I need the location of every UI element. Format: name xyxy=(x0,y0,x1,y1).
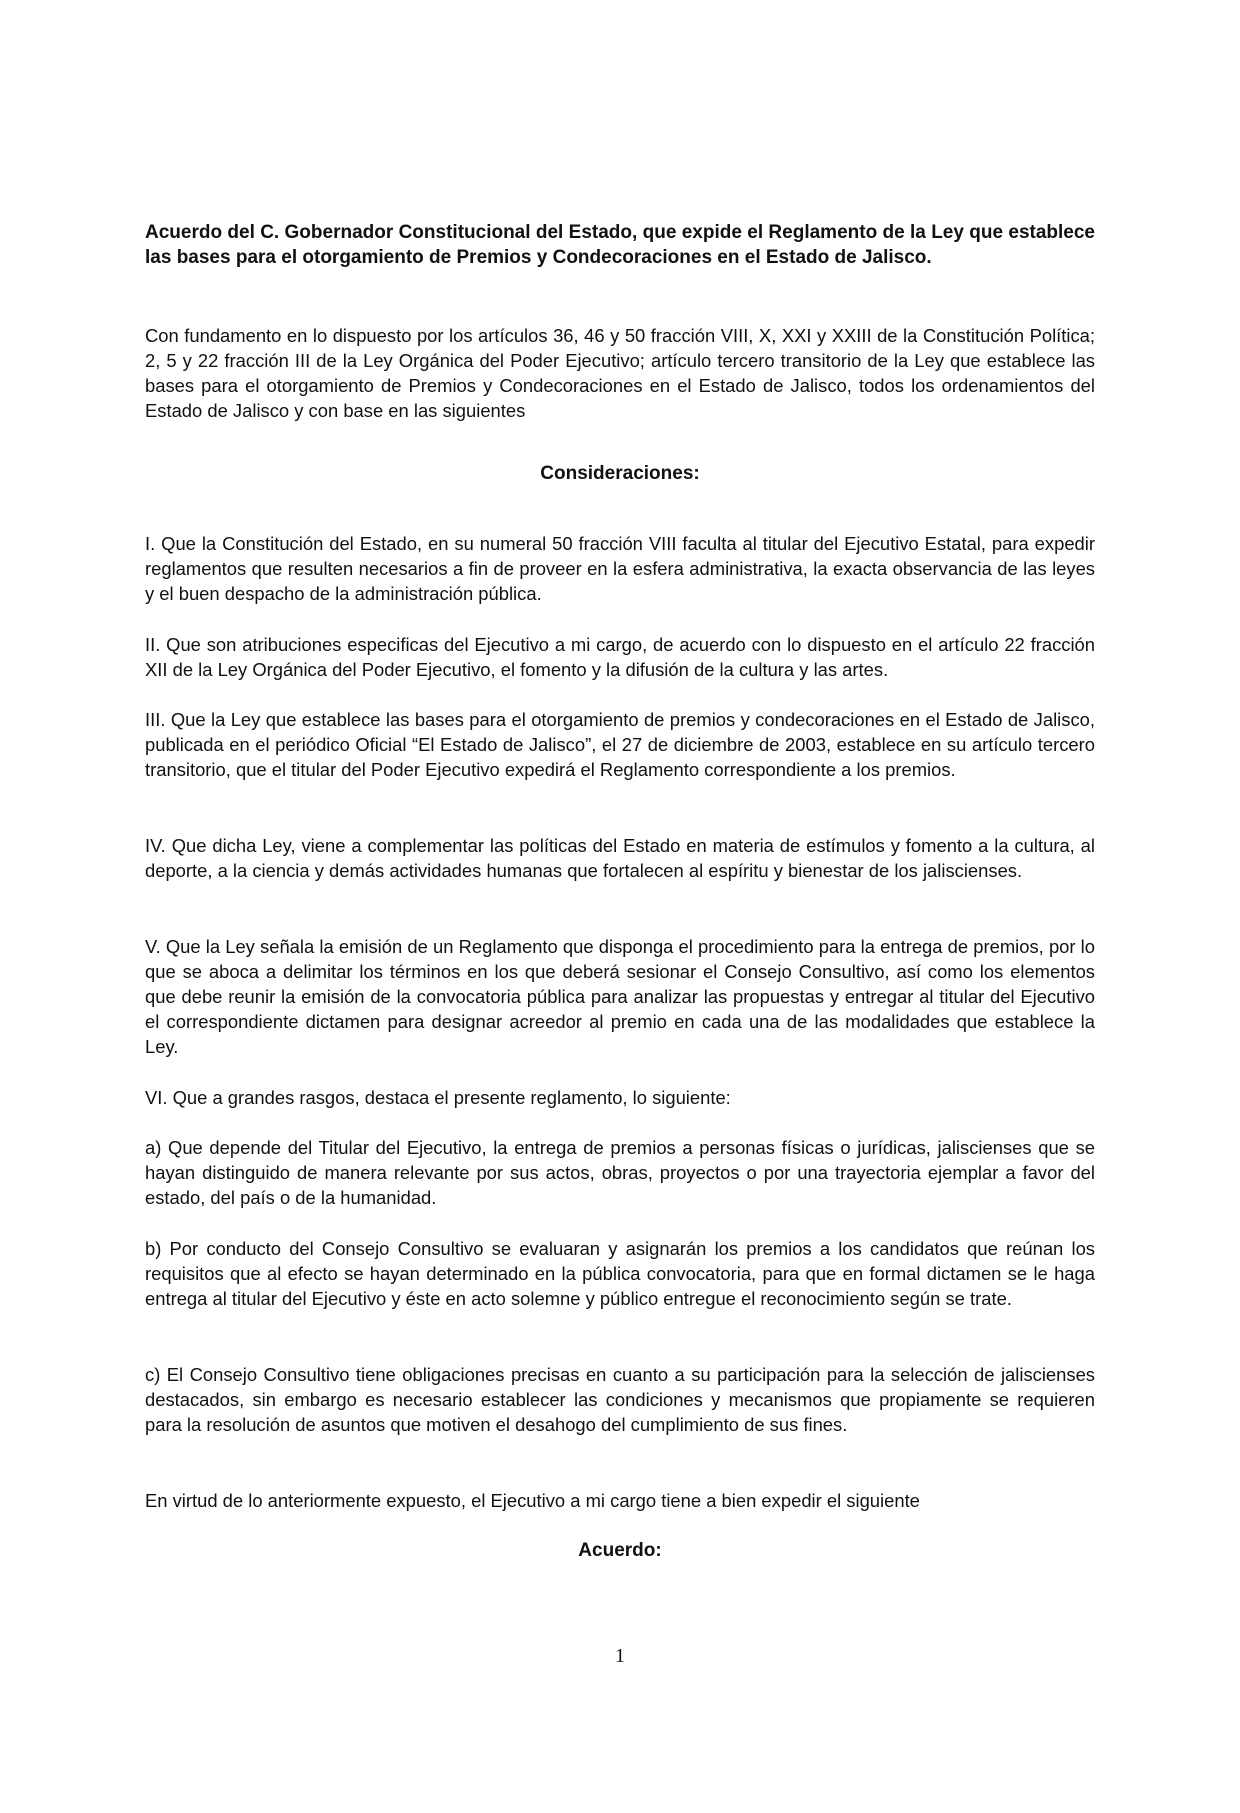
document-page xyxy=(145,0,1095,1813)
considerations-heading: Consideraciones: xyxy=(540,463,700,484)
consideration-paragraph: c) El Consejo Consultivo tiene obligaciones precisas en cuanto a su participación para la selección de jaliscienses destacados, sin embargo es necesario establecer las condiciones y mecanismos que propiamente se requieren para la resolución de asuntos que motiven el desahogo del cumplimiento de sus fines. xyxy=(145,1364,1095,1435)
consideration-paragraph: IV. Que dicha Ley, viene a complementar las políticas del Estado en materia de estímulos y fomento a la cultura, al deporte, a la ciencia y demás actividades humanas que fortalecen al espíritu y bienestar de los jaliscienses. xyxy=(145,835,1095,881)
closing-paragraph: En virtud de lo anteriormente expuesto, el Ejecutivo a mi cargo tiene a bien expedir el siguiente xyxy=(145,1490,920,1511)
consideration-paragraph: III. Que la Ley que establece las bases para el otorgamiento de premios y condecoraciones en el Estado de Jalisco, publicada en el periódico Oficial “El Estado de Jalisco”, el 27 de diciembre de 2003, establece en su artículo tercero transitorio, que el titular del Poder Ejecutivo expedirá el Reglamento correspondiente a los premios. xyxy=(145,709,1095,780)
document-title: Acuerdo del C. Gobernador Constitucional del Estado, que expide el Reglamento de la Ley que establece las bases para el otorgamiento de Premios y Condecoraciones en el Estado de Jalisco. xyxy=(145,222,1095,268)
consideration-paragraph: a) Que depende del Titular del Ejecutivo, la entrega de premios a personas físicas o jurídicas, jaliscienses que se hayan distinguido de manera relevante por sus actos, obras, proyectos o por una trayectoria ejemplar a favor del estado, del país o de la humanidad. xyxy=(145,1137,1095,1208)
consideration-paragraph: II. Que son atribuciones especificas del Ejecutivo a mi cargo, de acuerdo con lo dispuesto en el artículo 22 fracción XII de la Ley Orgánica del Poder Ejecutivo, el fomento y la difusión de la cultura y las artes. xyxy=(145,634,1095,680)
consideration-paragraph: I. Que la Constitución del Estado, en su numeral 50 fracción VIII faculta al titular del Ejecutivo Estatal, para expedir reglamentos que resulten necesarios a fin de proveer en la esfera administrativa, la exacta observancia de las leyes y el buen despacho de la administración pública. xyxy=(145,533,1095,604)
consideration-paragraph: VI. Que a grandes rasgos, destaca el presente reglamento, lo siguiente: xyxy=(145,1087,731,1108)
consideration-paragraph: b) Por conducto del Consejo Consultivo se evaluaran y asignarán los premios a los candidatos que reúnan los requisitos que al efecto se hayan determinado en la pública convocatoria, para que en formal dictamen se le haga entrega al titular del Ejecutivo y éste en acto solemne y público entregue el reconocimiento según se trate. xyxy=(145,1238,1095,1309)
agreement-heading: Acuerdo: xyxy=(578,1540,662,1561)
page-number: 1 xyxy=(615,1645,625,1667)
preamble-paragraph: Con fundamento en lo dispuesto por los artículos 36, 46 y 50 fracción VIII, X, XXI y XXIII de la Constitución Política; 2, 5 y 22 fracción III de la Ley Orgánica del Poder Ejecutivo; artículo tercero transitorio de la Ley que establece las bases para el otorgamiento de Premios y Condecoraciones en el Estado de Jalisco, todos los ordenamientos del Estado de Jalisco y con base en las siguientes xyxy=(145,325,1095,421)
consideration-paragraph: V. Que la Ley señala la emisión de un Reglamento que disponga el procedimiento para la entrega de premios, por lo que se aboca a delimitar los términos en los que deberá sesionar el Consejo Consultivo, así como los elementos que debe reunir la emisión de la convocatoria pública para analizar las propuestas y entregar al titular del Ejecutivo el correspondiente dictamen para designar acreedor al premio en cada una de las modalidades que establece la Ley. xyxy=(145,936,1095,1057)
